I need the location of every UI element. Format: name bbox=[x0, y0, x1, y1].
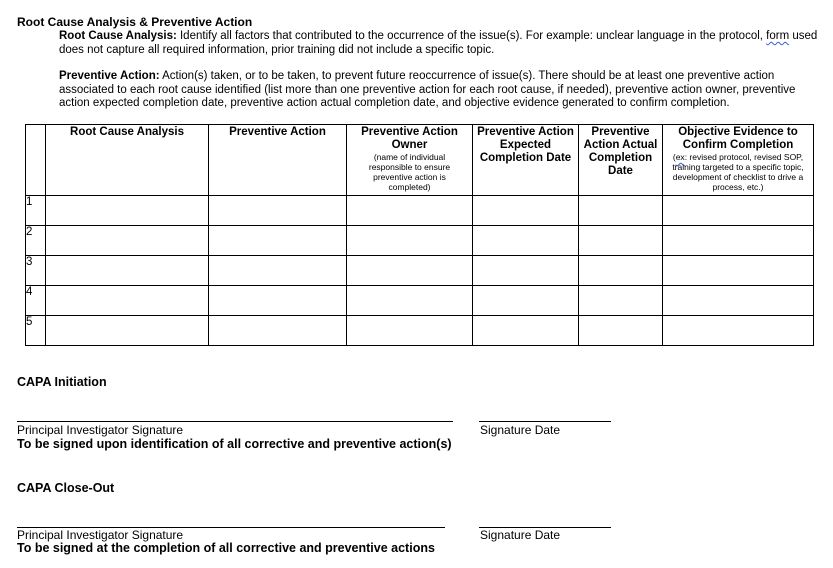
preventive-action-text: Action(s) taken, or to be taken, to prevent future reoccurrence of issue(s). There should be at least one preventive action associated to each root cause identified (list more than one preventive action for each root cause, if needed), preventive action owner, preventive action expected completion date, preventive action actual completion date, and objective evidence generated to confirm completion. bbox=[59, 70, 796, 109]
expected-date-cell[interactable] bbox=[473, 226, 579, 256]
header-owner-note: (name of individual responsible to ensure preventive action is completed) bbox=[368, 152, 451, 192]
page-title: Root Cause Analysis & Preventive Action bbox=[17, 15, 253, 29]
header-evidence-note: (ex: revised protocol, revised SOP, training targeted to a specific topic, development of checklist to drive a process, etc.) bbox=[672, 152, 804, 192]
table-header-row bbox=[26, 125, 814, 196]
owner-cell[interactable] bbox=[347, 196, 473, 226]
evidence-cell[interactable] bbox=[663, 286, 814, 316]
root-cause-cell[interactable] bbox=[46, 286, 209, 316]
actual-date-cell[interactable] bbox=[579, 226, 663, 256]
owner-cell[interactable] bbox=[347, 316, 473, 346]
header-preventive-action: Preventive Action bbox=[209, 125, 347, 196]
header-owner-label: Preventive Action Owner bbox=[361, 126, 458, 151]
evidence-cell[interactable] bbox=[663, 226, 814, 256]
preventive-action-cell[interactable] bbox=[209, 286, 347, 316]
closeout-note: To be signed at the completion of all corrective and preventive actions bbox=[17, 541, 435, 555]
preventive-action-cell[interactable] bbox=[209, 226, 347, 256]
initiation-date-line[interactable] bbox=[479, 421, 611, 422]
expected-date-cell[interactable] bbox=[473, 196, 579, 226]
preventive-action-cell[interactable] bbox=[209, 196, 347, 226]
root-cause-instructions bbox=[59, 30, 819, 57]
owner-cell[interactable] bbox=[347, 226, 473, 256]
evidence-cell[interactable] bbox=[663, 256, 814, 286]
preventive-action-label: Preventive Action: bbox=[59, 70, 160, 82]
actual-date-cell[interactable] bbox=[579, 286, 663, 316]
preventive-action-cell[interactable] bbox=[209, 256, 347, 286]
table-row bbox=[26, 286, 814, 316]
spelling-flag-ex: ex bbox=[675, 152, 685, 162]
table-row bbox=[26, 226, 814, 256]
closeout-signature-label: Principal Investigator Signature bbox=[17, 528, 184, 542]
root-cause-text-2: used does not capture all required information, prior training did not include a specific topic. bbox=[59, 30, 818, 56]
header-evidence-label: Objective Evidence to Confirm Completion bbox=[678, 126, 798, 151]
evidence-cell[interactable] bbox=[663, 316, 814, 346]
initiation-signature-line[interactable] bbox=[17, 421, 453, 422]
row-number: 4 bbox=[26, 286, 46, 316]
table-row bbox=[26, 256, 814, 286]
owner-cell[interactable] bbox=[347, 256, 473, 286]
root-cause-cell[interactable] bbox=[46, 226, 209, 256]
spelling-flag-word: form bbox=[766, 30, 790, 42]
actual-date-cell[interactable] bbox=[579, 256, 663, 286]
header-actual-completion-date: Preventive Action Actual Completion Date bbox=[579, 125, 663, 196]
closeout-date-label: Signature Date bbox=[480, 528, 561, 542]
expected-date-cell[interactable] bbox=[473, 256, 579, 286]
row-number: 2 bbox=[26, 226, 46, 256]
root-cause-cell[interactable] bbox=[46, 256, 209, 286]
initiation-date-label: Signature Date bbox=[480, 423, 561, 437]
table-row bbox=[26, 316, 814, 346]
capa-closeout-heading: CAPA Close-Out bbox=[17, 481, 115, 495]
evidence-cell[interactable] bbox=[663, 196, 814, 226]
header-root-cause-analysis: Root Cause Analysis bbox=[46, 125, 209, 196]
actual-date-cell[interactable] bbox=[579, 196, 663, 226]
header-objective-evidence bbox=[663, 125, 814, 196]
root-cause-label: Root Cause Analysis: bbox=[59, 30, 177, 42]
row-number: 3 bbox=[26, 256, 46, 286]
capa-initiation-heading: CAPA Initiation bbox=[17, 375, 107, 389]
root-cause-cell[interactable] bbox=[46, 316, 209, 346]
expected-date-cell[interactable] bbox=[473, 316, 579, 346]
preventive-action-instructions bbox=[59, 70, 819, 111]
header-number bbox=[26, 125, 46, 196]
row-number: 1 bbox=[26, 196, 46, 226]
root-cause-cell[interactable] bbox=[46, 196, 209, 226]
owner-cell[interactable] bbox=[347, 286, 473, 316]
row-number: 5 bbox=[26, 316, 46, 346]
preventive-action-cell[interactable] bbox=[209, 316, 347, 346]
expected-date-cell[interactable] bbox=[473, 286, 579, 316]
initiation-signature-label: Principal Investigator Signature bbox=[17, 423, 184, 437]
header-preventive-action-owner bbox=[347, 125, 473, 196]
table-row bbox=[26, 196, 814, 226]
capa-table bbox=[25, 124, 814, 346]
root-cause-text-1: Identify all factors that contributed to the occurrence of the issue(s). For example: unclear language in the protocol, bbox=[176, 30, 767, 42]
actual-date-cell[interactable] bbox=[579, 316, 663, 346]
initiation-note: To be signed upon identification of all corrective and preventive action(s) bbox=[17, 437, 452, 451]
header-expected-completion-date: Preventive Action Expected Completion Date bbox=[473, 125, 579, 196]
